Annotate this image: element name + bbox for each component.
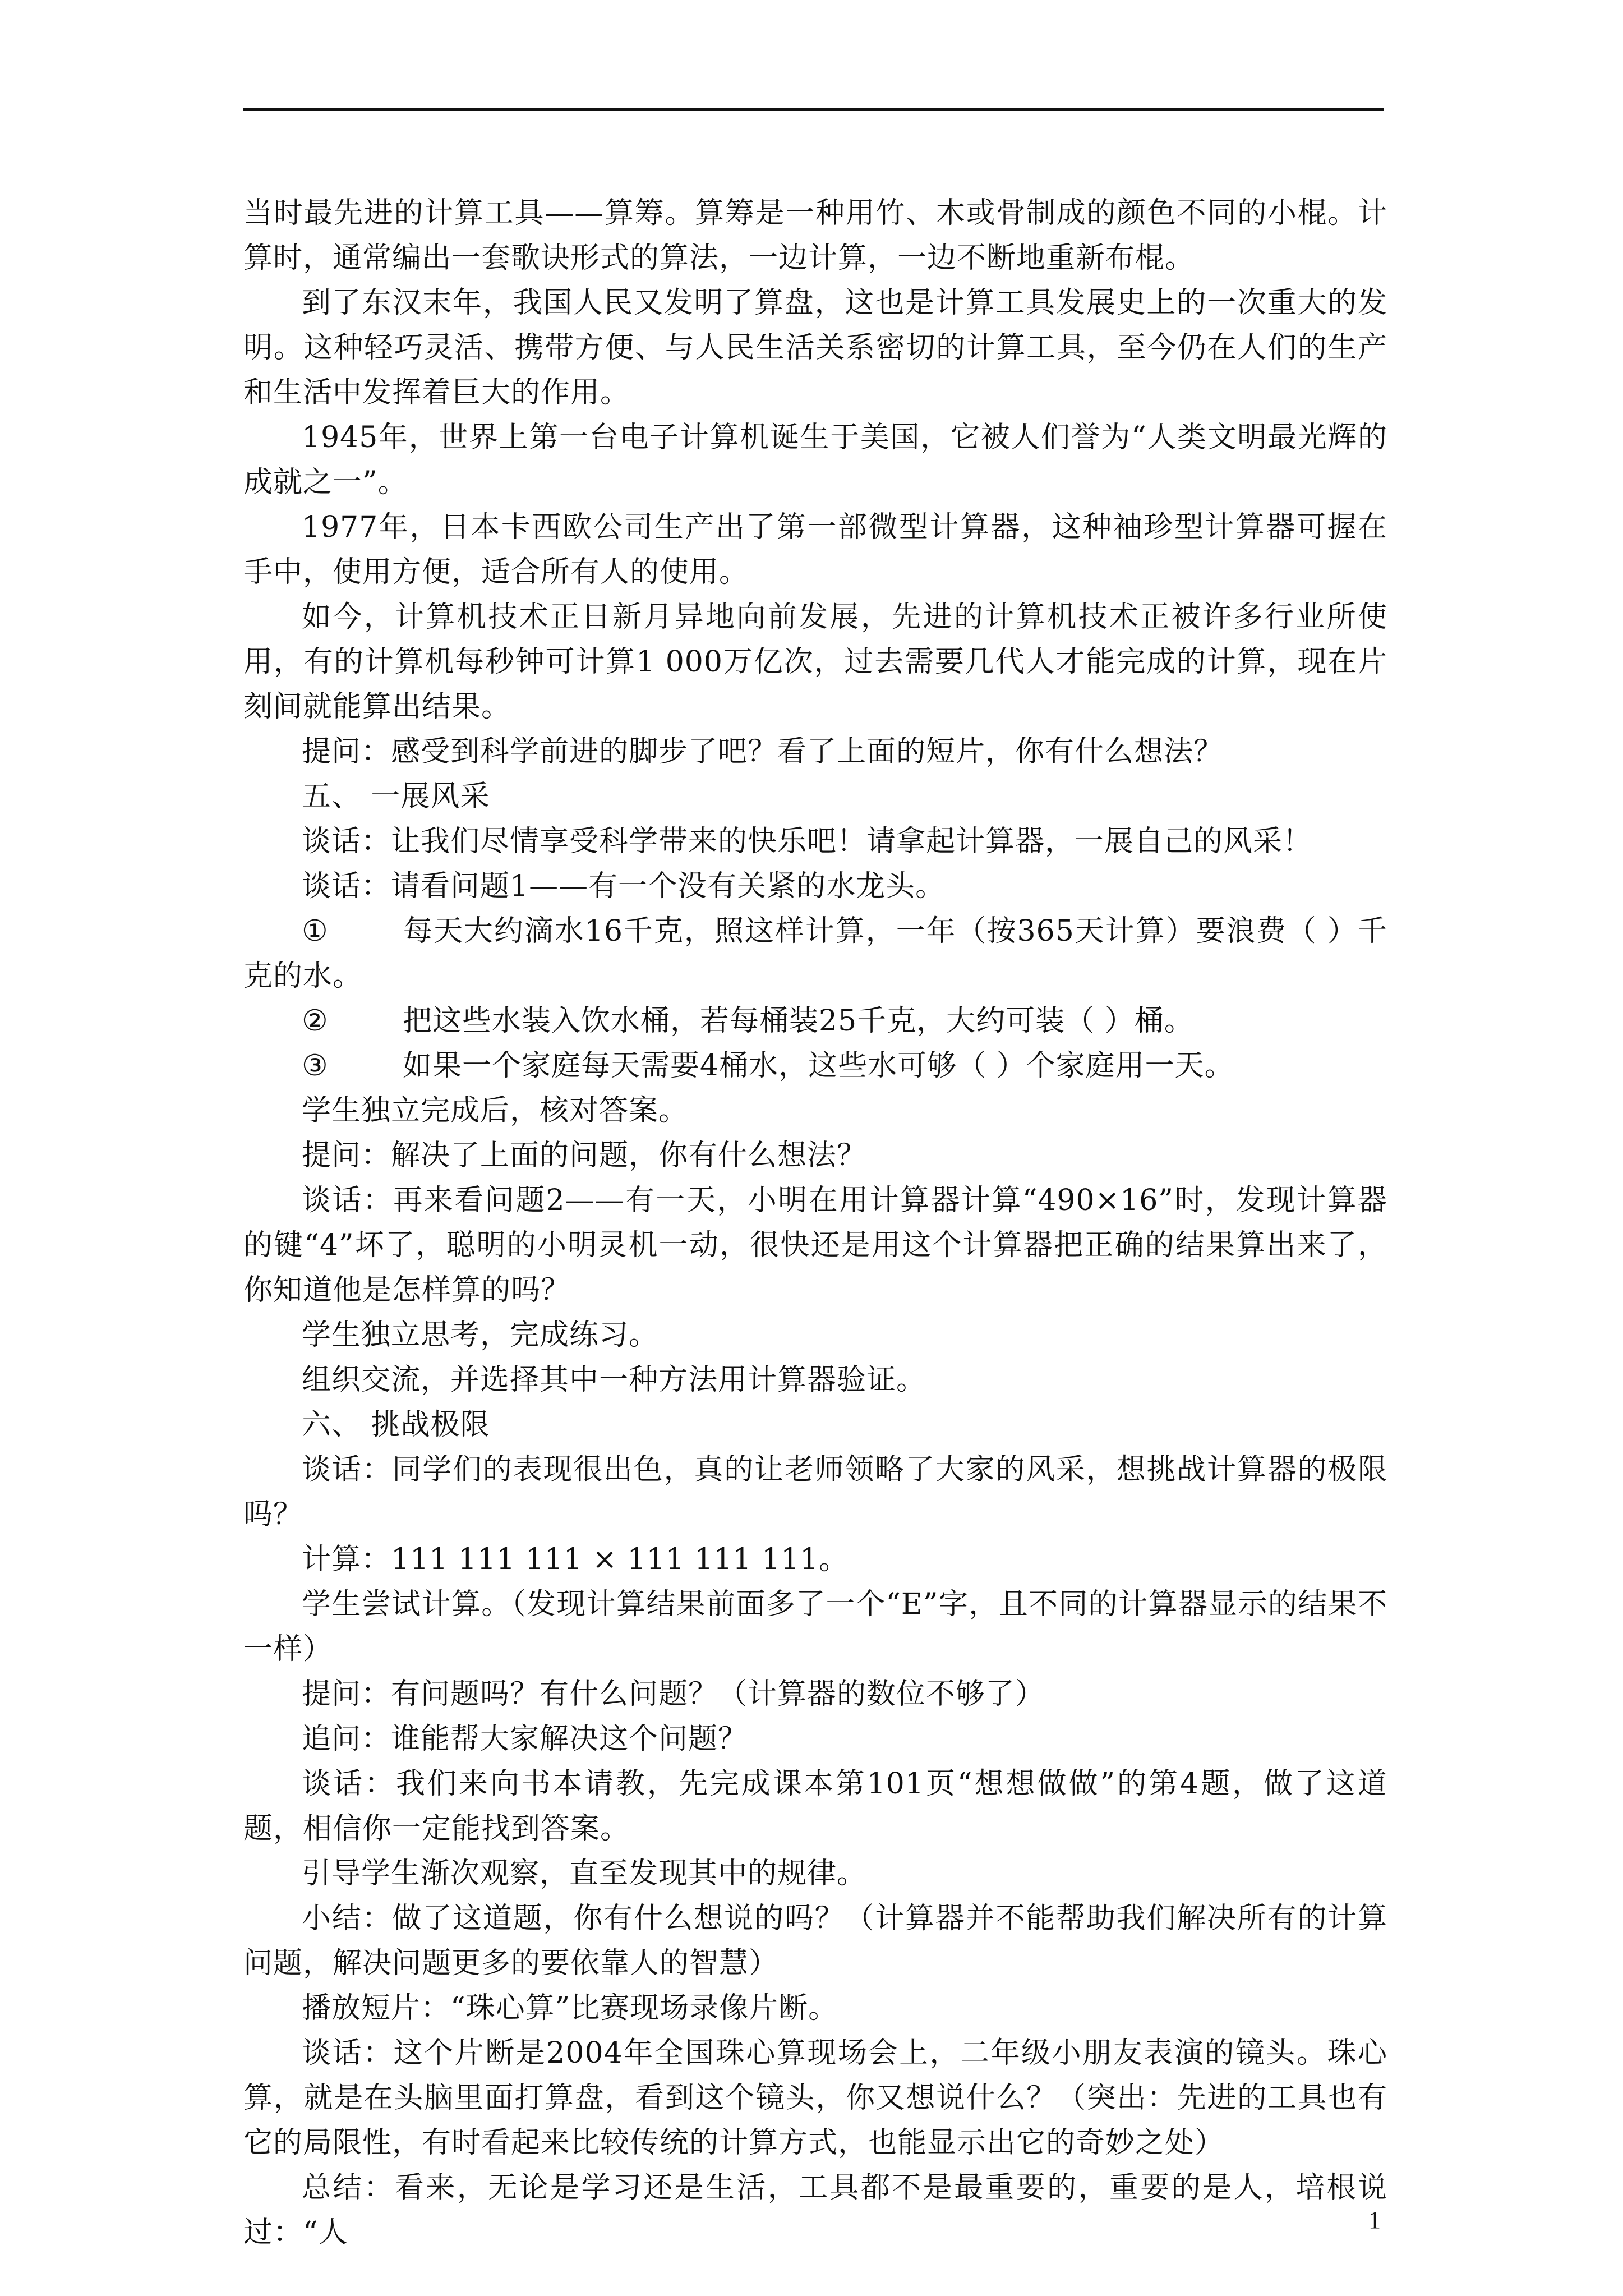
paragraph: 六、 挑战极限 <box>302 1408 490 1442</box>
paragraph: 谈话：我们来向书本请教，先完成课本第101页“想想做做”的第4题，做了这道题，相信你一定能找到答案。 <box>243 1767 1387 1846</box>
paragraph: 小结：做了这道题，你有什么想说的吗？（计算器并不能帮助我们解决所有的计算问题，解决问题更多的要依靠人的智慧） <box>243 1902 1387 1980</box>
header-rule <box>243 108 1384 111</box>
paragraph: 谈话：同学们的表现很出色，真的让老师领略了大家的风采，想挑战计算器的极限吗？ <box>243 1453 1387 1531</box>
paragraph: 提问：有问题吗？有什么问题？（计算器的数位不够了） <box>302 1677 1045 1711</box>
paragraph: 谈话：让我们尽情享受科学带来的快乐吧！请拿起计算器，一展自己的风采！ <box>302 825 1313 858</box>
paragraph: 到了东汉末年，我国人民又发明了算盘，这也是计算工具发展史上的一次重大的发明。这种轻巧灵活、携带方便、与人民生活关系密切的计算工具，至今仍在人们的生产和生活中发挥着巨大的作用。 <box>243 286 1387 409</box>
paragraph: 1945年，世界上第一台电子计算机诞生于美国，它被人们誉为“人类文明最光辉的成就之一”。 <box>243 421 1387 499</box>
paragraph: 当时最先进的计算工具——算筹。算筹是一种用竹、木或骨制成的颜色不同的小棍。计算时，通常编出一套歌诀形式的算法，一边计算，一边不断地重新布棍。 <box>243 196 1387 275</box>
paragraph: 谈话：这个片断是2004年全国珠心算现场会上，二年级小朋友表演的镜头。珠心算，就是在头脑里面打算盘，看到这个镜头，你又想说什么？（突出：先进的工具也有它的局限性，有时看起来比较传统的计算方式，也能显示出它的奇妙之处） <box>243 2036 1387 2160</box>
numbered-item <box>243 1043 1387 1088</box>
document-body <box>243 191 1387 2255</box>
paragraph: 提问：解决了上面的问题，你有什么想法？ <box>302 1139 867 1172</box>
paragraph: 学生独立完成后，核对答案。 <box>302 1094 689 1128</box>
paragraph: 学生尝试计算。（发现计算结果前面多了一个“E”字，且不同的计算器显示的结果不一样） <box>243 1588 1387 1666</box>
paragraph: 引导学生渐次观察，直至发现其中的规律。 <box>302 1857 867 1890</box>
item-marker: ② <box>302 1004 329 1038</box>
paragraph: 播放短片：“珠心算”比赛现场录像片断。 <box>302 1991 838 2025</box>
item-text: 把这些水装入饮水桶，若每桶装25千克，大约可装（ ）桶。 <box>403 1004 1194 1038</box>
item-marker: ① <box>302 914 329 948</box>
paragraph: 谈话：再来看问题2——有一天，小明在用计算器计算“490×16”时，发现计算器的键“4”坏了，聪明的小明灵机一动，很快还是用这个计算器把正确的结果算出来了，你知道他是怎样算的吗？ <box>243 1184 1387 1307</box>
paragraph: 追问：谁能帮大家解决这个问题？ <box>302 1722 748 1756</box>
item-marker: ③ <box>302 1049 329 1083</box>
numbered-item <box>243 909 1387 999</box>
numbered-item <box>243 999 1387 1043</box>
paragraph: 学生独立思考，完成练习。 <box>302 1318 659 1352</box>
paragraph: 计算：111 111 111 × 111 111 111。 <box>302 1543 849 1576</box>
page-number: 1 <box>1368 2206 1381 2234</box>
item-text: 每天大约滴水16千克，照这样计算，一年（按365天计算）要浪费（ ）千克的水。 <box>243 914 1387 993</box>
paragraph: 总结：看来，无论是学习还是生活，工具都不是最重要的，重要的是人，培根说过：“人 <box>243 2171 1387 2249</box>
paragraph: 组织交流，并选择其中一种方法用计算器验证。 <box>302 1363 926 1397</box>
paragraph: 提问：感受到科学前进的脚步了吧？看了上面的短片，你有什么想法？ <box>302 735 1224 769</box>
paragraph: 1977年，日本卡西欧公司生产出了第一部微型计算器，这种袖珍型计算器可握在手中，使用方便，适合所有人的使用。 <box>243 510 1387 589</box>
paragraph: 如今，计算机技术正日新月异地向前发展，先进的计算机技术正被许多行业所使用，有的计算机每秒钟可计算1 000万亿次，过去需要几代人才能完成的计算，现在片刻间就能算出结果。 <box>243 600 1387 724</box>
paragraph: 五、 一展风采 <box>302 780 490 813</box>
paragraph: 谈话：请看问题1——有一个没有关紧的水龙头。 <box>302 869 946 903</box>
item-text: 如果一个家庭每天需要4桶水，这些水可够（ ）个家庭用一天。 <box>403 1049 1234 1083</box>
